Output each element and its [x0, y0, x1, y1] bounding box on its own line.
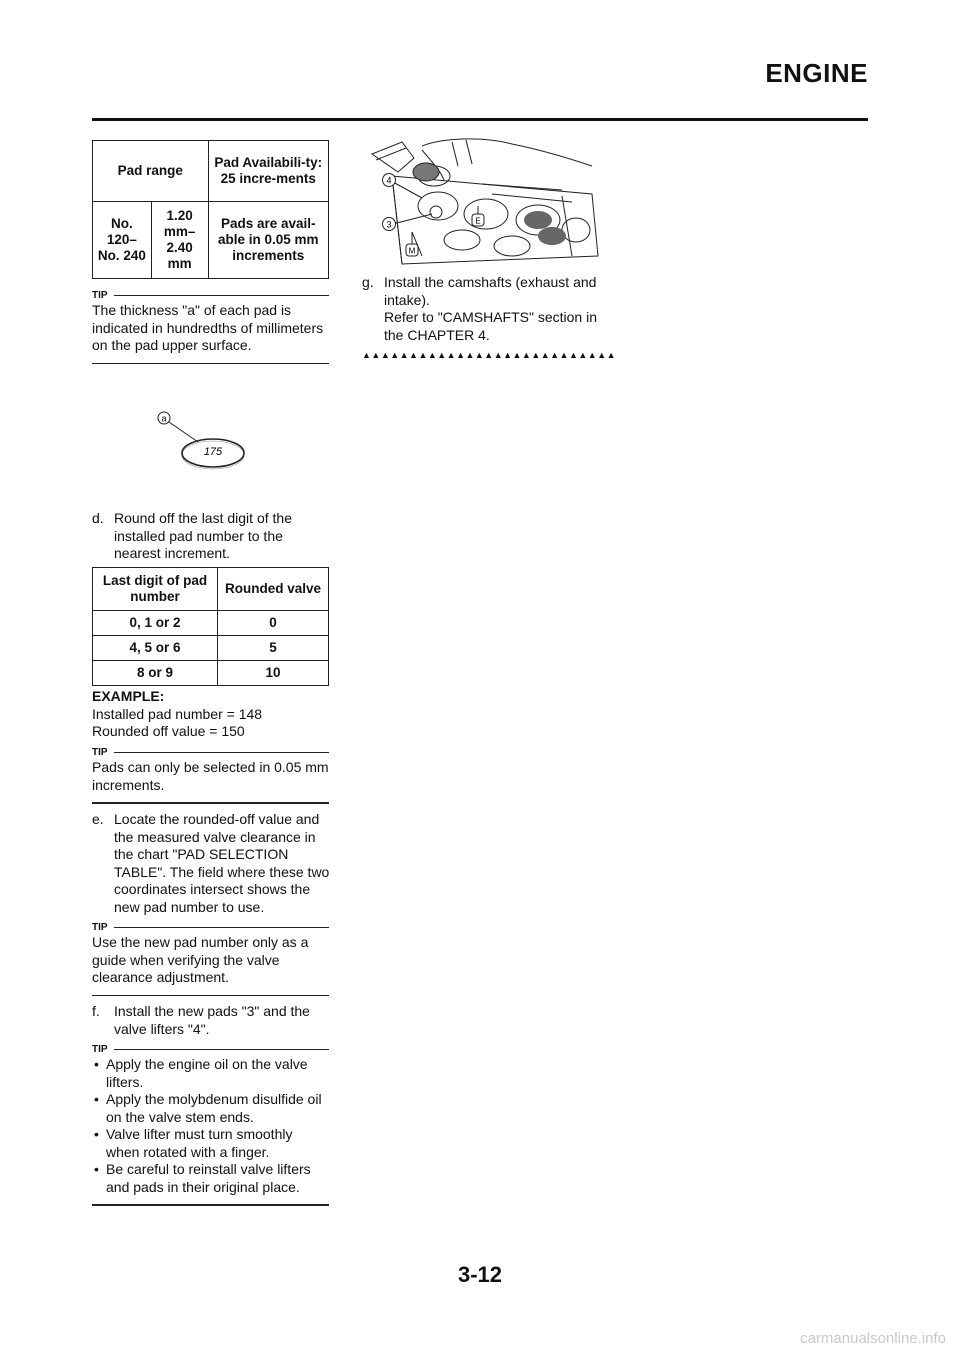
rounding-row-3-digit: 8 or 9: [93, 661, 218, 686]
step-g: [362, 274, 612, 344]
section-end-marks: ▲▲▲▲▲▲▲▲▲▲▲▲▲▲▲▲▲▲▲▲▲▲▲▲▲▲▲: [362, 350, 617, 360]
tip-text: Pads can only be selected in 0.05 mm increments.: [92, 759, 329, 793]
pad-figure: [150, 404, 260, 476]
pad-availability-value: Pads are avail-able in 0.05 mm increments: [208, 202, 328, 279]
rounding-header-digit: Last digit of pad number: [93, 568, 218, 611]
example-label: EXAMPLE:: [92, 688, 165, 704]
pad-range-table: [92, 140, 329, 279]
step-d: [92, 510, 332, 563]
mark-m-label: M: [408, 246, 416, 256]
example-line-1: Installed pad number = 148: [92, 705, 263, 722]
example-line-2: Rounded off value = 150: [92, 723, 245, 739]
list-item: • Apply the molybdenum disulfide oil on the valve stem ends.: [92, 1091, 329, 1126]
tip-text: The thickness "a" of each pad is indicated in hundredths of millimeters on the pad upper surface.: [92, 302, 324, 353]
tip-2: [92, 747, 329, 804]
step-d-label: d.: [92, 510, 104, 526]
rounding-header-value: Rounded valve: [218, 568, 329, 611]
pad-number-label: 175: [203, 446, 223, 458]
step-d-text: Round off the last digit of the installed pad number to the nearest increment.: [114, 510, 292, 561]
step-e: [92, 811, 332, 916]
tip-3: [92, 922, 329, 996]
callout-4-label: 4: [386, 175, 392, 186]
tip-label: TIP: [92, 290, 108, 301]
pad-availability-header: Pad Availabili-ty: 25 incre-ments: [208, 141, 328, 202]
rounding-row-1-value: 0: [218, 611, 329, 636]
tip-1: [92, 290, 329, 364]
rounding-row-2-value: 5: [218, 636, 329, 661]
list-item: • Be careful to reinstall valve lifters and pads in their original place.: [92, 1161, 329, 1196]
tip-label: TIP: [92, 922, 108, 933]
mark-e-label: E: [475, 216, 481, 226]
tip-label: TIP: [92, 747, 108, 758]
list-item: • Apply the engine oil on the valve lifters.: [92, 1056, 329, 1091]
engine-head-figure: [362, 136, 600, 270]
step-g-text-1: Install the camshafts (exhaust and intake).: [384, 274, 597, 308]
example-block: [92, 688, 332, 741]
step-f-text: Install the new pads "3" and the valve lifters "4".: [114, 1003, 310, 1037]
rounding-row-1-digit: 0, 1 or 2: [93, 611, 218, 636]
step-f: [92, 1003, 332, 1038]
callout-3-label: 3: [386, 219, 392, 230]
watermark: carmanualsonline.info: [800, 1330, 946, 1347]
rounding-row-3-value: 10: [218, 661, 329, 686]
rounding-table: [92, 567, 329, 686]
pad-range-start: No. 120–No. 240: [93, 202, 152, 279]
tip-label: TIP: [92, 1044, 108, 1055]
tip-4: [92, 1044, 329, 1206]
page-title: ENGINE: [765, 58, 868, 88]
list-item: • Valve lifter must turn smoothly when rotated with a finger.: [92, 1126, 329, 1161]
step-g-text-2: Refer to "CAMSHAFTS" section in the CHAPTER 4.: [384, 309, 598, 343]
page-number: 3-12: [457, 1262, 503, 1287]
step-g-label: g.: [362, 274, 374, 290]
step-e-text: Locate the rounded-off value and the measured valve clearance in the chart "PAD SELECTION TABLE". The field where these two coordinates intersect shows the new pad number to use.: [114, 811, 330, 915]
pad-range-mm: 1.20 mm–2.40 mm: [151, 202, 208, 279]
tip-text: Use the new pad number only as a guide when verifying the valve clearance adjustment.: [92, 934, 309, 985]
header-rule: [92, 118, 868, 121]
step-f-label: f.: [92, 1003, 100, 1019]
step-e-label: e.: [92, 811, 104, 827]
pad-range-header: Pad range: [93, 141, 209, 202]
pad-callout-label: a: [161, 413, 167, 424]
tip-4-list: [92, 1056, 329, 1196]
rounding-row-2-digit: 4, 5 or 6: [93, 636, 218, 661]
